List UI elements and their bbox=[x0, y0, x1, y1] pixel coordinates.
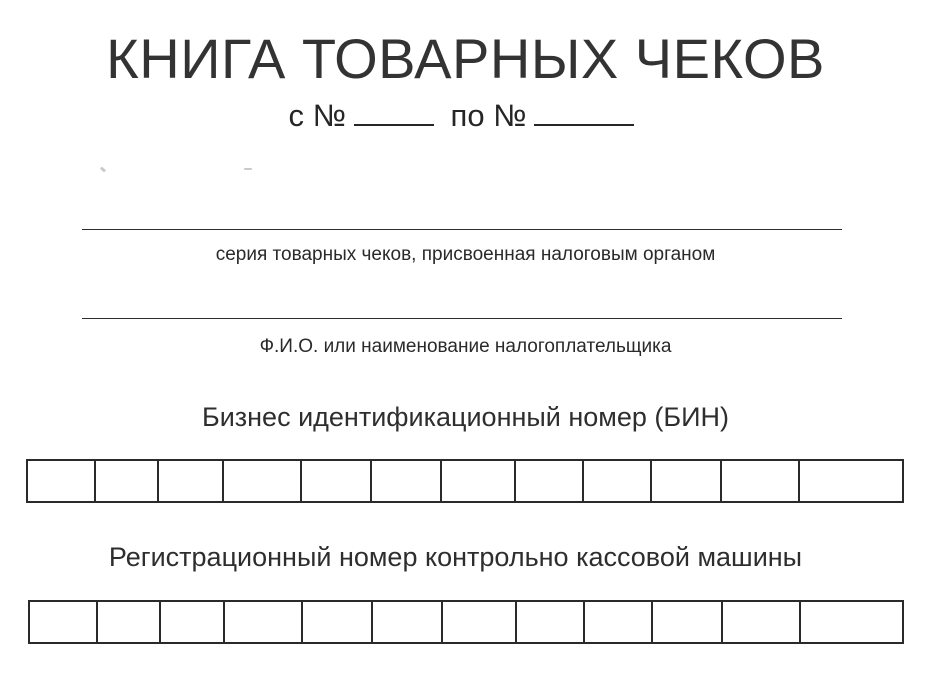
kkm-cell-3[interactable] bbox=[161, 602, 225, 642]
taxpayer-caption: Ф.И.О. или наименование налогоплательщика bbox=[259, 336, 672, 357]
bin-cell-row bbox=[26, 459, 904, 503]
kkm-cell-11[interactable] bbox=[723, 602, 801, 642]
bin-cell-5[interactable] bbox=[302, 461, 372, 501]
kkm-cell-row bbox=[28, 600, 904, 644]
bin-cell-11[interactable] bbox=[722, 461, 800, 501]
range-from-label: с № bbox=[288, 98, 346, 133]
bin-cell-12[interactable] bbox=[800, 461, 902, 501]
scan-speck bbox=[244, 168, 252, 170]
bin-cell-6[interactable] bbox=[372, 461, 442, 501]
kkm-cell-12[interactable] bbox=[801, 602, 902, 642]
series-caption: серия товарных чеков, присвоенная налоговым органом bbox=[215, 244, 716, 265]
kkm-cell-6[interactable] bbox=[373, 602, 443, 642]
kkm-cell-4[interactable] bbox=[225, 602, 303, 642]
range-to-blank[interactable] bbox=[534, 98, 634, 126]
kkm-cell-7[interactable] bbox=[443, 602, 517, 642]
bin-cell-1[interactable] bbox=[28, 461, 96, 501]
document-title: КНИГА ТОВАРНЫХ ЧЕКОВ bbox=[106, 27, 825, 90]
bin-cell-3[interactable] bbox=[159, 461, 224, 501]
kkm-cell-8[interactable] bbox=[517, 602, 585, 642]
range-from-blank[interactable] bbox=[354, 98, 434, 126]
scan-speck bbox=[100, 166, 107, 172]
kkm-cell-10[interactable] bbox=[653, 602, 723, 642]
series-fill-line[interactable] bbox=[82, 229, 842, 230]
kkm-cell-9[interactable] bbox=[585, 602, 653, 642]
bin-cell-9[interactable] bbox=[584, 461, 652, 501]
kkm-cell-1[interactable] bbox=[30, 602, 98, 642]
bin-cell-4[interactable] bbox=[224, 461, 302, 501]
bin-cell-8[interactable] bbox=[516, 461, 584, 501]
range-to-label: по № bbox=[450, 98, 527, 133]
kkm-cell-5[interactable] bbox=[303, 602, 373, 642]
bin-cell-7[interactable] bbox=[442, 461, 516, 501]
kkm-heading: Регистрационный номер контрольно кассовой машины bbox=[108, 542, 803, 572]
kkm-cell-2[interactable] bbox=[98, 602, 161, 642]
bin-cell-10[interactable] bbox=[652, 461, 722, 501]
check-number-range bbox=[0, 98, 931, 134]
bin-cell-2[interactable] bbox=[96, 461, 159, 501]
bin-heading: Бизнес идентификационный номер (БИН) bbox=[201, 402, 730, 432]
taxpayer-fill-line[interactable] bbox=[82, 318, 842, 319]
